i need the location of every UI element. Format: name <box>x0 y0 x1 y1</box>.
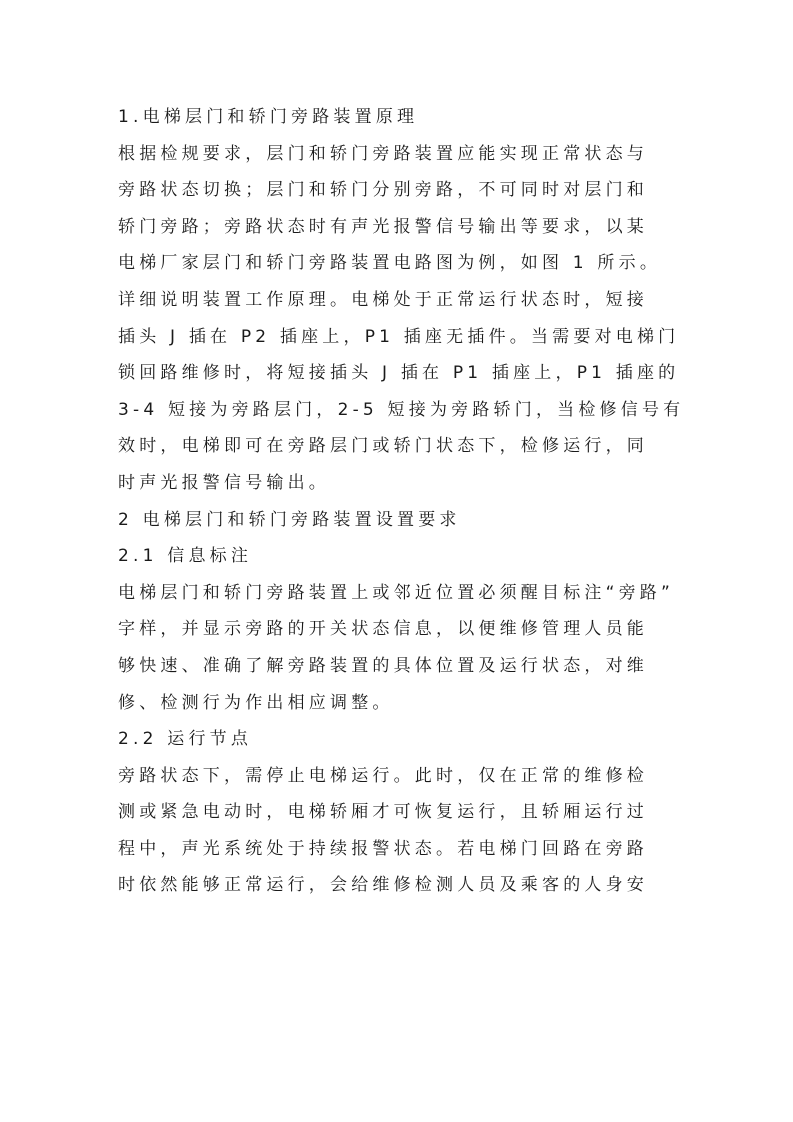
paragraph-line: 程中，声光系统处于持续报警状态。若电梯门回路在旁路 <box>118 838 648 859</box>
paragraph-line: 旁路状态下，需停止电梯运行。此时，仅在正常的维修检 <box>118 765 648 786</box>
heading-section-2: 2 电梯层门和轿门旁路装置设置要求 <box>118 509 461 530</box>
paragraph-line: 电梯厂家层门和轿门旁路装置电路图为例，如图 1 所示。 <box>118 253 662 274</box>
paragraph-line: 效时，电梯即可在旁路层门或轿门状态下，检修运行，同 <box>118 436 648 457</box>
paragraph-line: 时依然能够正常运行，会给维修检测人员及乘客的人身安 <box>118 875 648 896</box>
paragraph-line: 时声光报警信号输出。 <box>118 472 330 493</box>
paragraph-line: 根据检规要求，层门和轿门旁路装置应能实现正常状态与 <box>118 143 648 164</box>
paragraph-line: 轿门旁路；旁路状态时有声光报警信号输出等要求，以某 <box>118 216 648 237</box>
paragraph-line: 修、检测行为作出相应调整。 <box>118 692 394 713</box>
paragraph-line: 测或紧急电动时，电梯轿厢才可恢复运行，且轿厢运行过 <box>118 802 648 823</box>
paragraph-line: 旁路状态切换；层门和轿门分别旁路，不可同时对层门和 <box>118 180 648 201</box>
paragraph-line: 字样，并显示旁路的开关状态信息，以便维修管理人员能 <box>118 619 648 640</box>
paragraph-line: 电梯层门和轿门旁路装置上或邻近位置必须醒目标注“旁路” <box>118 582 675 603</box>
paragraph-line: 够快速、准确了解旁路装置的具体位置及运行状态，对维 <box>118 655 648 676</box>
paragraph-line: 插头 J 插在 P2 插座上，P1 插座无插件。当需要对电梯门 <box>118 326 680 347</box>
paragraph-line: 3-4 短接为旁路层门，2-5 短接为旁路轿门，当检修信号有 <box>118 399 685 420</box>
heading-section-1: 1.电梯层门和轿门旁路装置原理 <box>118 107 419 127</box>
paragraph-line: 详细说明装置工作原理。电梯处于正常运行状态时，短接 <box>118 289 648 310</box>
heading-section-2-1: 2.1 信息标注 <box>118 546 253 567</box>
heading-section-2-2: 2.2 运行节点 <box>118 729 253 750</box>
paragraph-line: 锁回路维修时，将短接插头 J 插在 P1 插座上，P1 插座的 <box>118 363 680 384</box>
document-page <box>118 99 685 904</box>
